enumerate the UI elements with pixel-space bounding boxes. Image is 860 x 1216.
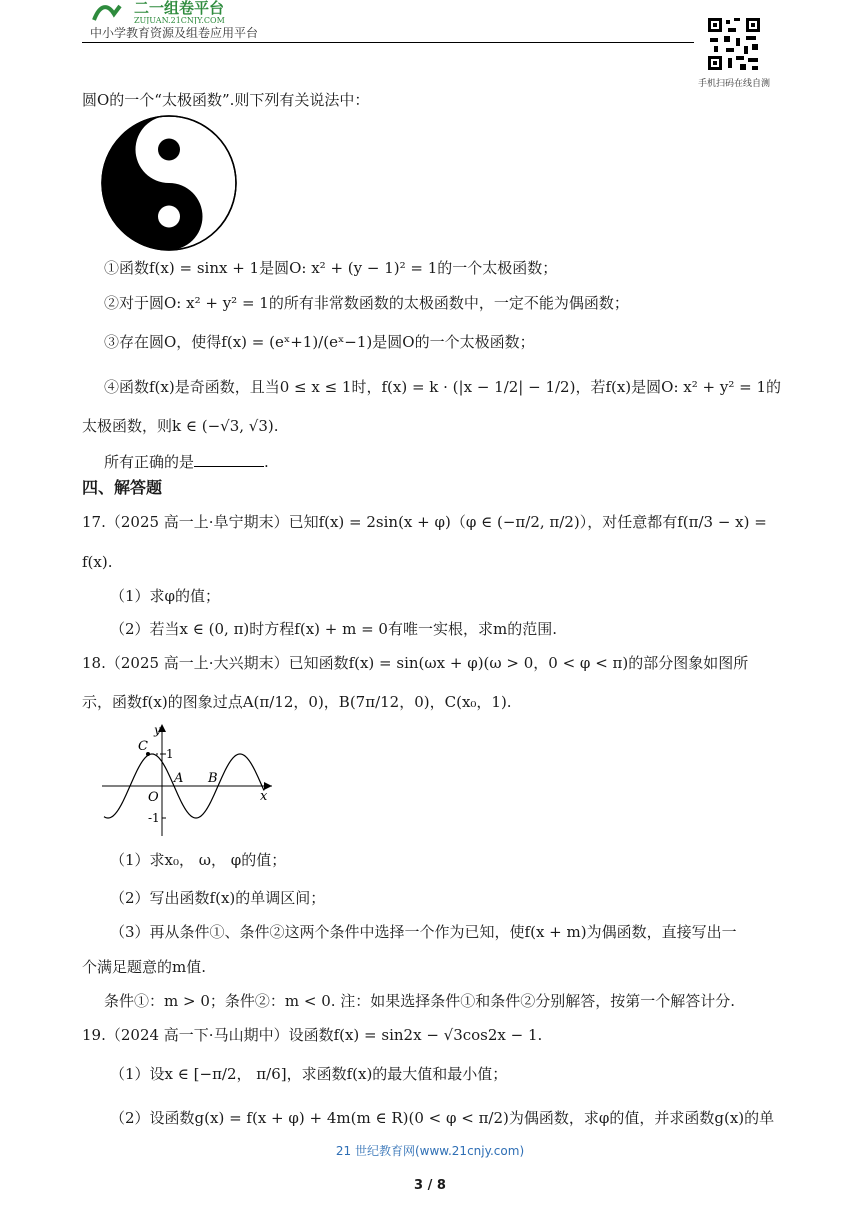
footer-link[interactable]: 21 世纪教育网(www.21cnjy.com) <box>335 1144 525 1158</box>
q17-part1: （1）求φ的值； <box>110 587 221 605</box>
statement-1: ①函数f(x) = sinx + 1是圆O: x² + (y − 1)² = 1的一个太极函数； <box>104 259 558 277</box>
q17-stem: 17.（2025 高一上·阜宁期末）已知f(x) = 2sin(x + φ)（φ ∈ (−π/2, π/2)），对任意都有f(π/3 − x) = <box>82 513 767 531</box>
answer-prompt <box>104 452 269 472</box>
q18-part2: （2）写出函数f(x)的单调区间； <box>110 889 326 907</box>
q19-part2: （2）设函数g(x) = f(x + φ) + 4m(m ∈ R)(0 < φ < π/2)为偶函数，求φ的值，并求函数g(x)的单 <box>110 1109 775 1127</box>
answer-blank[interactable] <box>194 452 264 467</box>
point-a-label: A <box>174 771 184 786</box>
tick-label-pos: 1 <box>166 747 174 761</box>
point-b-label: B <box>208 771 218 786</box>
point-c-label: C <box>138 739 148 754</box>
origin-label: O <box>148 790 159 805</box>
header-divider <box>82 42 694 43</box>
q18-stem-cont: 示，函数f(x)的图象过点A(π/12，0)，B(7π/12，0)，C(x₀，1). <box>82 693 512 711</box>
statement-4-cont: 太极函数，则k ∈ (−√3, √3). <box>82 417 279 435</box>
answer-prompt-text: 所有正确的是 <box>104 453 195 471</box>
tick-label-neg: -1 <box>148 811 160 825</box>
q18-part1: （1）求x₀， ω， φ的值； <box>110 851 287 869</box>
qr-code-icon[interactable] <box>706 16 762 72</box>
q18-conditions: 条件①：m > 0；条件②：m < 0. 注：如果选择条件①和条件②分别解答，按第一个解答计分. <box>104 992 736 1010</box>
q18-part3: （3）再从条件①、条件②这两个条件中选择一个作为已知，使f(x + m)为偶函数，直接写出一 <box>110 923 737 941</box>
text-line: 圆O的一个“太极函数”.则下列有关说法中： <box>82 91 370 109</box>
header-subtitle: 中小学教育资源及组卷应用平台 <box>90 26 259 40</box>
section-heading: 四、解答题 <box>82 478 163 497</box>
header-logo <box>90 0 280 24</box>
q17-part2: （2）若当x ∈ (0, π)时方程f(x) + m = 0有唯一实根，求m的范围. <box>110 620 557 638</box>
logo-text: 二一组卷平台 <box>134 0 225 17</box>
q19-stem: 19.（2024 高一下·马山期中）设函数f(x) = sin2x − √3cos2x − 1. <box>82 1026 543 1044</box>
statement-4: ④函数f(x)是奇函数，且当0 ≤ x ≤ 1时，f(x) = k · (|x − 1/2| − 1/2)，若f(x)是圆O: x² + y² = 1的 <box>104 378 781 396</box>
statement-3: ③存在圆O，使得f(x) = (eˣ+1)/(eˣ−1)是圆O的一个太极函数； <box>104 333 535 351</box>
x-axis-label: x <box>260 789 268 804</box>
page-number: 3 / 8 <box>414 1178 446 1193</box>
sine-graph <box>100 720 280 842</box>
y-axis-label: y <box>154 723 161 737</box>
q18-part3-cont: 个满足题意的m值. <box>82 958 206 976</box>
logo-url-text: ZUJUAN.21CNJY.COM <box>134 16 225 24</box>
q17-stem-cont: f(x). <box>82 553 113 571</box>
statement-2: ②对于圆O: x² + y² = 1的所有非常数函数的太极函数中，一定不能为偶函数； <box>104 294 629 312</box>
q18-stem: 18.（2025 高一上·大兴期末）已知函数f(x) = sin(ωx + φ)(ω > 0，0 < φ < π)的部分图象如图所 <box>82 654 749 672</box>
answer-prompt-end: . <box>264 453 269 471</box>
runner-icon <box>94 6 120 20</box>
q19-part1: （1）设x ∈ [−π/2， π/6]，求函数f(x)的最大值和最小值； <box>110 1065 508 1083</box>
qr-caption: 手机扫码在线自测 <box>698 79 771 89</box>
taiji-figure <box>100 114 238 256</box>
